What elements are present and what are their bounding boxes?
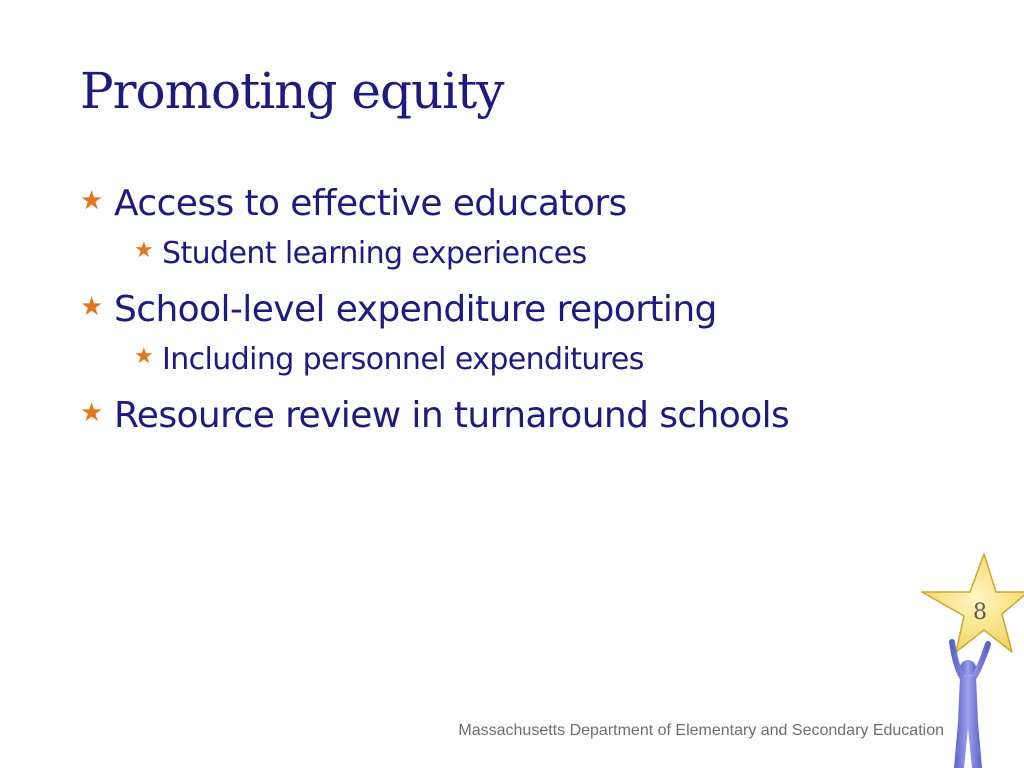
sub-bullet-item xyxy=(80,334,960,390)
bullet-text: Resource review in turnaround schools xyxy=(114,395,790,436)
star-icon: ★ xyxy=(134,237,154,263)
bullet-item xyxy=(80,390,960,440)
footer-text: Massachusetts Department of Elementary and Secondary Education xyxy=(458,722,944,739)
star-icon: ★ xyxy=(80,186,103,216)
bullet-list xyxy=(80,178,960,440)
bullet-item xyxy=(80,178,960,228)
sub-bullet-text: Including personnel expenditures xyxy=(162,341,644,377)
slide-title: Promoting equity xyxy=(80,62,504,120)
sub-bullet-item xyxy=(80,228,960,284)
star-icon: ★ xyxy=(80,292,103,322)
star-icon: ★ xyxy=(134,343,154,369)
bullet-item xyxy=(80,284,960,334)
sub-bullet-text: Student learning experiences xyxy=(162,235,587,271)
bullet-text: School-level expenditure reporting xyxy=(114,289,717,330)
star-icon: ★ xyxy=(80,398,103,428)
bullet-text: Access to effective educators xyxy=(114,183,627,224)
page-number: 8 xyxy=(973,600,987,625)
